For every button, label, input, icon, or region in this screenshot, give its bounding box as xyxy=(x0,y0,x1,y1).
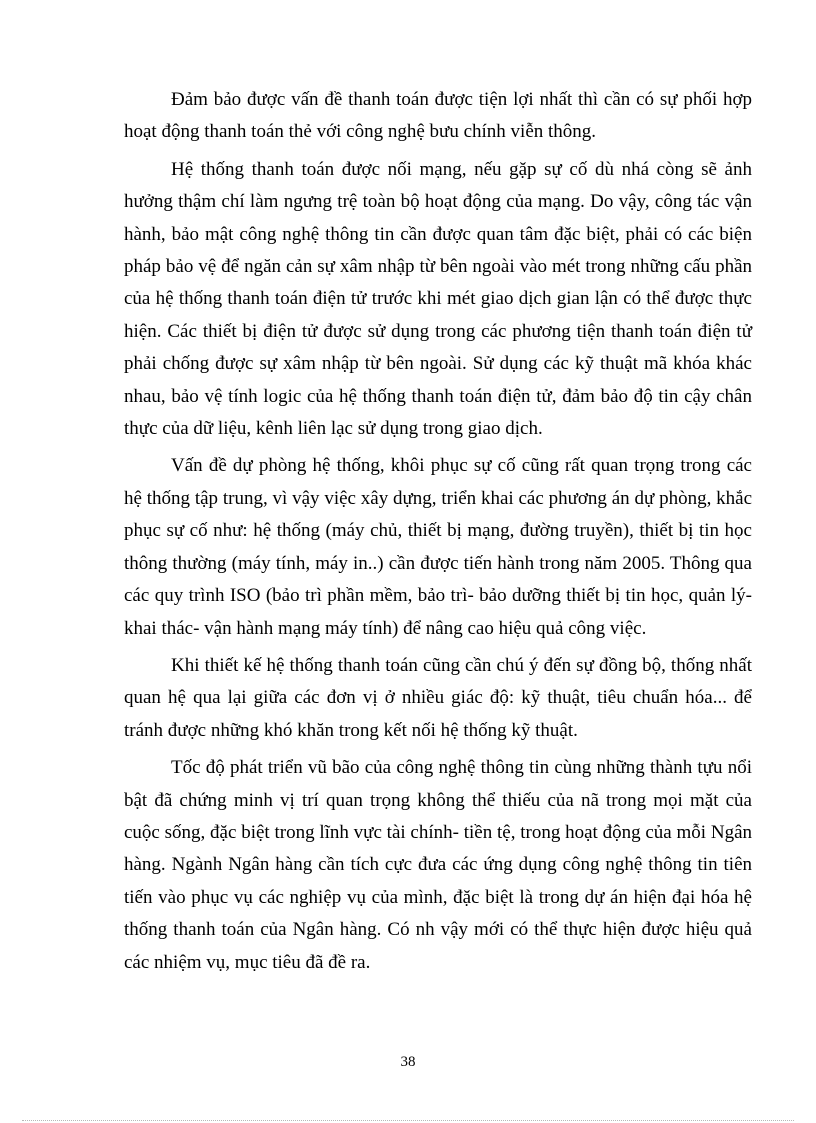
body-text xyxy=(124,84,752,984)
paragraph-2: Hệ thống thanh toán được nối mạng, nếu gặp sự cố dù nhá còng sẽ ảnh hưởng thậm chí làm ngưng trệ toàn bộ hoạt động của mạng. Do vậy, công tác vận hành, bảo mật công nghệ thông tin cần được quan tâm đặc biệt, phải có các biện pháp bảo vệ để ngăn cản sự xâm nhập từ bên ngoài vào mét trong những cấu phần của hệ thống thanh toán điện tử trước khi mét giao dịch gian lận có thể được thực hiện. Các thiết bị điện tử được sử dụng trong các phương tiện thanh toán điện tử phải chống được sự xâm nhập từ bên ngoài. Sử dụng các kỹ thuật mã khóa khác nhau, bảo vệ tính logic của hệ thống thanh toán điện tử, đảm bảo độ tin cậy chân thực của dữ liệu, kênh liên lạc sử dụng trong giao dịch. xyxy=(124,158,752,440)
page-number: 38 xyxy=(400,1054,416,1070)
page-bottom-border xyxy=(22,1120,794,1121)
paragraph-4: Khi thiết kế hệ thống thanh toán cũng cần chú ý đến sự đồng bộ, thống nhất quan hệ qua lại giữa các đơn vị ở nhiều giác độ: kỹ thuật, tiêu chuẩn hóa... để tránh được những khó khăn trong kết nối hệ thống kỹ thuật. xyxy=(124,654,752,741)
paragraph-3: Vấn đề dự phòng hệ thống, khôi phục sự cố cũng rất quan trọng trong các hệ thống tập trung, vì vậy việc xây dựng, triển khai các phương án dự phòng, khắc phục sự cố như: hệ thống (máy chủ, thiết bị mạng, đường truyền), thiết bị tin học thông thường (máy tính, máy in..) cần được tiến hành trong năm 2005. Thông qua các quy trình ISO (bảo trì phần mềm, bảo trì- bảo dưỡng thiết bị tin học, quản lý- khai thác- vận hành mạng máy tính) để nâng cao hiệu quả công việc. xyxy=(124,455,752,639)
paragraph-5: Tốc độ phát triển vũ bão của công nghệ thông tin cùng những thành tựu nổi bật đã chứng minh vị trí quan trọng không thể thiếu của nã trong mọi mặt của cuộc sống, đặc biệt trong lĩnh vực tài chính- tiền tệ, trong hoạt động của mỗi Ngân hàng. Ngành Ngân hàng cần tích cực đưa các ứng dụng công nghệ thông tin tiên tiến vào phục vụ các nghiệp vụ của mình, đặc biệt là trong dự án hiện đại hóa hệ thống thanh toán của Ngân hàng. Có nh vậy mới có thể thực hiện được hiệu quả các nhiệm vụ, mục tiêu đã đề ra. xyxy=(124,757,752,973)
paragraph-1: Đảm bảo được vấn đề thanh toán được tiện lợi nhất thì cần có sự phối hợp hoạt động thanh toán thẻ với công nghệ bưu chính viễn thông. xyxy=(124,89,752,143)
